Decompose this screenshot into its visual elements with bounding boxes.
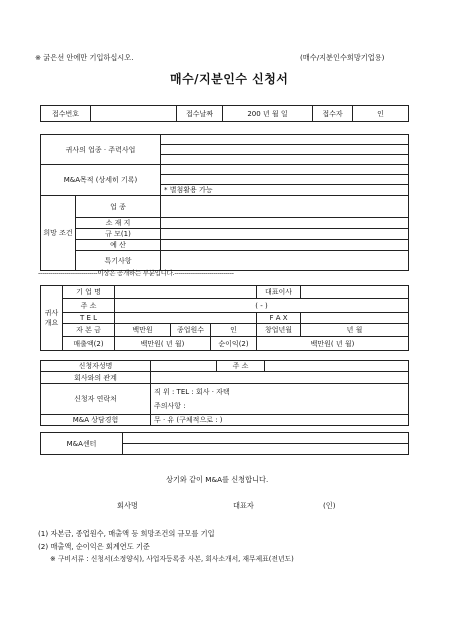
condition-field-budget[interactable] xyxy=(161,240,409,251)
company-table xyxy=(40,285,409,351)
receipt-date-field[interactable]: 200 년 월 일 xyxy=(223,106,313,122)
receipt-no-label: 접수번호 xyxy=(41,106,91,122)
condition-field-size[interactable] xyxy=(161,229,409,240)
business-line-3[interactable] xyxy=(161,155,409,165)
business-line-1[interactable] xyxy=(161,135,409,145)
receipt-no-field[interactable] xyxy=(91,106,177,122)
conditions-label: 희망 조건 xyxy=(41,196,76,271)
business-label: 귀사의 업종 · 주력사업 xyxy=(41,135,161,165)
company-group-label: 귀사 개요 xyxy=(41,286,63,351)
condition-field-notes[interactable] xyxy=(161,251,409,271)
ceo-field[interactable] xyxy=(301,286,409,299)
purpose-line-2[interactable] xyxy=(161,175,409,185)
condition-label-size: 규 모(1) xyxy=(76,229,161,240)
center-table xyxy=(40,432,409,455)
center-field-2[interactable] xyxy=(123,444,409,455)
relation-field[interactable] xyxy=(151,372,409,383)
applicant-name-field[interactable] xyxy=(151,361,217,372)
profit-field[interactable]: 백만원( 년 월) xyxy=(257,337,409,351)
fax-label: F A X xyxy=(257,312,301,323)
public-divider: -----------------------------이상은 공개하는 부분입니다.----------------------------- xyxy=(38,269,234,277)
wish-table xyxy=(40,134,409,271)
business-line-2[interactable] xyxy=(161,145,409,155)
fax-field[interactable] xyxy=(301,312,409,323)
relation-label: 회사와의 관계 xyxy=(41,372,151,383)
address-label: 주 소 xyxy=(63,299,115,312)
experience-label: M&A 상담경험 xyxy=(41,414,151,425)
contact-field[interactable] xyxy=(151,383,409,414)
footnote-2: (2) 매출액, 순이익은 회계연도 기준 xyxy=(38,542,150,551)
form-type-label: (매수/지분인수희망기업용) xyxy=(300,53,385,62)
receipt-table xyxy=(40,105,409,122)
profit-label: 순이익(2) xyxy=(211,337,257,351)
condition-label-budget: 예 산 xyxy=(76,240,161,251)
signature-company-label: 회사명 xyxy=(117,501,138,510)
application-statement: 상기와 같이 M&A를 신청합니다. xyxy=(166,475,269,484)
tel-field[interactable] xyxy=(115,312,257,323)
applicant-address-label: 주 소 xyxy=(217,361,265,372)
condition-label-location: 소 재 지 xyxy=(76,218,161,229)
ceo-label: 대표이사 xyxy=(257,286,301,299)
contact-line-notes: 주의사항 : xyxy=(154,401,186,410)
applicant-table xyxy=(40,360,409,426)
founded-field[interactable]: 년 월 xyxy=(301,324,409,337)
company-name-label: 기 업 명 xyxy=(63,286,115,299)
footnote-1: (1) 자본금, 종업원수, 매출액 등 희망조건의 규모를 기입 xyxy=(38,529,215,538)
capital-label: 자 본 금 xyxy=(63,324,115,337)
experience-field[interactable]: 무 · 유 (구체적으로 : ) xyxy=(151,414,409,425)
purpose-note: * 별첨활용 가능 xyxy=(161,185,409,196)
purpose-line-1[interactable] xyxy=(161,165,409,175)
signature-rep-label: 대표자 xyxy=(233,501,254,510)
applicant-address-field[interactable] xyxy=(265,361,409,372)
center-field-1[interactable] xyxy=(123,433,409,444)
receiver-label: 접수자 xyxy=(313,106,353,122)
receiver-seal[interactable]: 인 xyxy=(353,106,409,122)
employees-field[interactable]: 인 xyxy=(211,324,257,337)
company-name-field[interactable] xyxy=(115,286,257,299)
purpose-label: M&A목적 (상세히 기록) xyxy=(41,165,161,196)
instruction-note: ※ 굵은선 안에만 기입하십시오. xyxy=(35,53,134,62)
tel-label: T E L xyxy=(63,312,115,323)
address-field[interactable]: ( - ) xyxy=(115,299,409,312)
condition-label-notes: 특기사항 xyxy=(76,251,161,271)
receipt-date-label: 접수날짜 xyxy=(177,106,223,122)
page-title: 매수/지분인수 신청서 xyxy=(170,72,289,86)
condition-field-industry[interactable] xyxy=(161,196,409,218)
condition-field-location[interactable] xyxy=(161,218,409,229)
required-documents-note: ※ 구비서류 : 신청서(소정양식), 사업자등록증 사본, 회사소개서, 재무제표(전년도) xyxy=(50,555,294,563)
contact-label: 신청자 연락처 xyxy=(41,383,151,414)
capital-field[interactable]: 백만원 xyxy=(115,324,171,337)
center-label: M&A센터 xyxy=(41,433,123,455)
sales-field[interactable]: 백만원( 년 월) xyxy=(115,337,211,351)
condition-label-industry: 업 종 xyxy=(76,196,161,218)
sales-label: 매출액(2) xyxy=(63,337,115,351)
signature-seal[interactable]: (인) xyxy=(323,501,336,510)
founded-label: 창업년월 xyxy=(257,324,301,337)
contact-line-position: 직 위 : TEL : 회사 · 자택 xyxy=(154,387,230,396)
employees-label: 종업원수 xyxy=(171,324,211,337)
applicant-name-label: 신청자성명 xyxy=(41,361,151,372)
